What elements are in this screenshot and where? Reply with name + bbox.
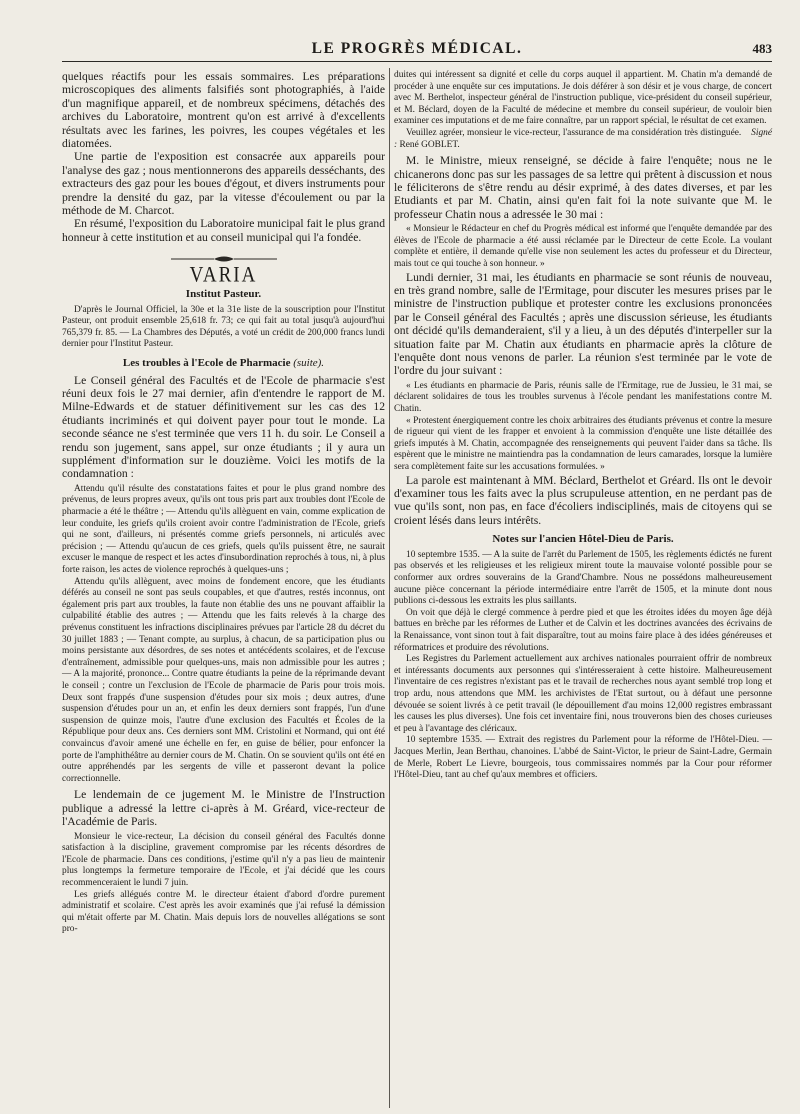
paragraph: quelques réactifs pour les essais sommaires. Les préparations microscopiques des aliments falsifiés sont photographiés, à l'aide d'un magnifique appareil, et de nombreux spécimens, détachés des archives du Laboratoire, montrent qu'on est arrivé à d'excellents résultats avec les farines, les poivres, les coupes végétales et les diatomées. <box>62 70 385 151</box>
section-title-varia: VARIA <box>189 263 258 288</box>
column-divider <box>389 68 390 1108</box>
paragraph: La parole est maintenant à MM. Béclard, Berthelot et Gréard. Ils ont le devoir d'examiner tous les faits avec la plus scrupuleuse attention, en ne perdant pas de vue qu'ils sont, non pas, en face d'écoliers indisciplinés, mais de citoyens qui se croient lésés dans leurs intérêts. <box>394 473 772 527</box>
paragraph: M. le Ministre, mieux renseigné, se décide à faire l'enquête; nous ne le chicanerons donc pas sur les passages de sa lettre qui prêtent à discussion et nous le féliciterons de s'être rendu au désir exprimé, à des dates diverses, et par les Etudiants et par M. Chatin, ainsi qu'en fait foi la note suivante que M. le professeur Chatin nous a adressée le 30 mai : <box>394 154 772 221</box>
signature-label: Signé : <box>394 127 772 150</box>
paragraph: Le Conseil général des Facultés et de l'Ecole de pharmacie s'est réuni deux fois le 27 mai dernier, afin d'entendre le rapport de M. Milne-Edwards et de statuer définitivement sur les cas des 12 étudiants incriminés et qui doivent payer pour tout le monde. La seconde séance ne s'est terminée que vers 11 h. du soir. Le Conseil a rendu son jugement, sans appel, sur onze étudiants ; il y aura un supplément d'information sur le douzième. Voici les motifs de la condamnation : <box>62 373 385 481</box>
article-title-suffix: (suite). <box>293 356 325 369</box>
paragraph: Le lendemain de ce jugement M. le Ministre de l'Instruction publique a adressé la lettre ci-après à M. Gréard, vice-recteur de l'Académie de Paris. <box>62 788 385 829</box>
paragraph: D'après le Journal Officiel, la 30e et la 31e liste de la souscription pour l'Institut Pasteur, ont produit ensemble 25,618 fr. 73; ce qui fait au total jusqu'à aujourd'hui 765,379 fr. 85. — La Chambres des Députés, a voté un crédit de 200,000 francs lundi dernier pour l'Institut Pasteur. <box>62 304 385 350</box>
article-title-text: Les troubles à l'Ecole de Pharmacie <box>122 356 291 369</box>
paragraph: « Les étudiants en pharmacie de Paris, réunis salle de l'Ermitage, rue de Jussieu, le 31 mai, se déclarent solidaires de tous les troubles survenus à l'école pendant les manifestations contre M. Chatin. <box>394 380 772 414</box>
paragraph: En résumé, l'exposition du Laboratoire municipal fait le plus grand honneur à cette institution et au conseil municipal qui l'a fondée. <box>62 217 385 244</box>
paragraph: 10 septembre 1535. — Extrait des registres du Parlement pour la réforme de l'Hôtel-Dieu. — Jacques Merlin, Jean Berthau, chanoines. L'abbé de Saint-Victor, le prieur de Saint-Ladre, Germain de Merle, Robert Le Lievre, bourgeois, tous commissaires nommés par la Cour pour réformer l'Hôtel-Dieu, tant au chef qu'aux membres et officiers. <box>394 735 772 781</box>
paragraph: Les griefs allégués contre M. le directeur étaient d'abord d'ordre purement administratif et scolaire. C'est après les avoir examinés que j'ai refusé la démission qui m'était offerte par M. Chatin. Mais depuis lors de nouvelles allégations se sont pro- <box>62 889 385 935</box>
paragraph: Lundi dernier, 31 mai, les étudiants en pharmacie se sont réunis de nouveau, en très grand nombre, salle de l'Ermitage, pour discuter les mesures prises par le ministre de l'instruction publique et protester contre les exclusions prononcées par le Conseil général des Facultés ; après une discussion sérieuse, les étudiants ont décidé qu'ils demanderaient, s'il y a lieu, à un des députés d'interpeller sur la situation faite par M. Chatin aux étudiants en pharmacie après la clôture de l'enquête dont nous venons de parler. La réunion s'est terminée par le vote de l'ordre du jour suivant : <box>394 270 772 378</box>
signature-name: René GOBLET. <box>399 139 460 150</box>
paragraph: On voit que déjà le clergé commence à perdre pied et que les étroites idées du moyen âge déjà battues en brèche par les réformes de Luther et de Calvin et les doctrines avancées des écrivains de la Renaissance, vont sinon tout à fait disparaître, tout au moins faire place à des idées généreuses et réformatrices et produire des révolutions. <box>394 607 772 653</box>
paragraph: Attendu qu'ils allèguent, avec moins de fondement encore, que les étudiants déférés au conseil ne sont pas seuls coupables, et que d'autres, restés inconnus, ont également pris part aux troubles, la faute non établie des uns ne pouvant affaiblir la culpabilité établie des autres ; — Attendu que les faits relevés à la charge des prévenus constituent les infractions disciplinaires prévues par l'article 28 du décret du 30 juillet 1883 ; — Tenant compte, au surplus, à chacun, de sa participation plus ou moins persistante aux désordres, de ses notes et antécédents scolaires, et de l'excuse d'entraînement, admissible pour quelques-uns, mais non admissible pour les autres ; — A la majorité, prononce... Contre quatre étudiants la peine de la réprimande devant le conseil ; contre un l'exclusion de l'Ecole de pharmacie de Paris pour trois mois. Deux sont frappés d'une suspension d'études pour six mois ; deux autres, d'une suspension d'études pour un an, et enfin les deux derniers sont frappés, l'un d'une suspension de quinze mois, l'autre d'une exclusion des Facultés et Écoles de la République pour deux ans. Ces derniers sont MM. Cristolini et Normand, qui ont été convaincus d'avoir amené une échelle en fer, en guise de bélier, pour enfoncer la porte de l'amphithéâtre au dernier cours de M. Chatin. On se souvient qu'ils ont été en outre appréhendés par les sergents de ville et passeront devant la police correctionnelle. <box>62 576 385 784</box>
article-title: Notes sur l'ancien Hôtel-Dieu de Paris. <box>492 533 674 546</box>
paragraph <box>394 128 772 151</box>
page-header <box>62 40 772 62</box>
paragraph: « Monsieur le Rédacteur en chef du Progrès médical est informé que l'enquête demandée par des élèves de l'Ecole de pharmacie a été aussi réclamée par le Directeur de cette Ecole. La voulant complète et entière, il demande qu'elle vise non seulement les actes du professeur et du Directeur, mais tout ce qui touche à son honneur. » <box>394 224 772 269</box>
paragraph: duites qui intéressent sa dignité et celle du corps auquel il appartient. M. Chatin m'a demandé de procéder à une enquête sur ces imputations. Je dois déférer à son désir et je vous charge, de concert avec M. Berthelot, inspecteur général de l'instruction publique, vice-président du conseil supérieur, et M. Béclard, doyen de la Faculté de médecine et membre du conseil supérieur, de vouloir bien examiner ces imputations et de me faire connaître, par un rapport spécial, le résultat de cet examen. <box>394 70 772 127</box>
article-title <box>62 357 385 370</box>
paragraph: Monsieur le vice-recteur, La décision du conseil général des Facultés donne satisfaction à la discipline, gravement compromise par les récents désordres de l'Ecole de pharmacie. Dans ces conditions, j'estime qu'il n'y a pas lieu de maintenir plus longtemps la fermeture temporaire de l'Ecole, et j'ai décidé que les cours recommenceraient le lundi 7 juin. <box>62 831 385 888</box>
page-number: 483 <box>752 41 772 56</box>
article-title: Institut Pasteur. <box>185 287 262 300</box>
letter-closing: Veuillez agréer, monsieur le vice-recteur, l'assurance de ma considération très distinguée. <box>406 127 742 138</box>
left-column <box>62 70 385 936</box>
paragraph: Une partie de l'exposition est consacrée aux appareils pour l'analyse des gaz ; nous mentionnerons des appareils desséchants, des extracteurs des gaz pour les boues d'égout, et divers instruments pour prendre la densité du gaz, par la vitesse d'écoulement ou par la méthode de M. Charcot. <box>62 150 385 218</box>
paragraph: Attendu qu'il résulte des constatations faites et pour le plus grand nombre des prévenus, de leurs propres aveux, qu'ils ont tous pris part aux troubles dont l'Ecole de pharmacie a été le théâtre ; — Attendu qu'ils allèguent en vain, comme explication de leur conduite, les griefs qu'ils croient avoir contre l'administration de l'Ecole, griefs qui ne sont, d'ailleurs, ni présentés comme griefs personnels, ni articulés avec précision ; — Attendu qu'aucun de ces griefs, quels qu'ils puissent être, ne saurait excuser le manque de respect et les actes d'insubordination reprochés à tous, ni, à plus forte raison, les actes de violence reprochés à quelques-uns ; <box>62 483 385 576</box>
paragraph: Les Registres du Parlement actuellement aux archives nationales pourraient offrir de nombreux et intéressants documents aux personnes qui s'intéresseraient à cette histoire. Malheureusement l'inventaire de ces registres n'existant pas et le travail de recherches nous ayant semblé trop long et trop ardu, nous attendons que MM. les archivistes de l'Etat surtout, ou à défaut une personne dévouée se soient livrés à ce petit travail (le dépouillement d'au moins 12,000 registres embrassant les causes les plus diverses). Une fois cet inventaire fini, nous trouverons bien des choses curieuses et peu à l'avantage des cléricaux. <box>394 654 772 734</box>
paragraph: 10 septembre 1535. — A la suite de l'arrêt du Parlement de 1505, les règlements édictés ne furent pas observés et les religieuses et les religieux mirent toute la mauvaise volonté possible pour se conformer aux ordres souverains de la Grand'Chambre. Nous ne possédons malheureusement aucune pièce concernant la période intermédiaire entre l'arrêt de 1505, et la minute dont nous publions ci-dessous les extraits les plus saillants. <box>394 549 772 607</box>
right-column <box>394 70 772 782</box>
running-title: LE PROGRÈS MÉDICAL. <box>311 40 523 57</box>
paragraph: « Protestent énergiquement contre les choix arbitraires des étudiants prévenus et contre la mesure de rigueur qui vient de les frapper et envoient à la commission d'enquête une liste détaillée des griefs imputés à M. Chatin, accompagnée des renseignements qui peuvent l'aider dans sa tâche. Ils espèrent que le ministre ne maintiendra pas la condamnation de leurs camarades, lorsque la lumière sera complètement faite sur les accusations formulées. » <box>394 415 772 472</box>
